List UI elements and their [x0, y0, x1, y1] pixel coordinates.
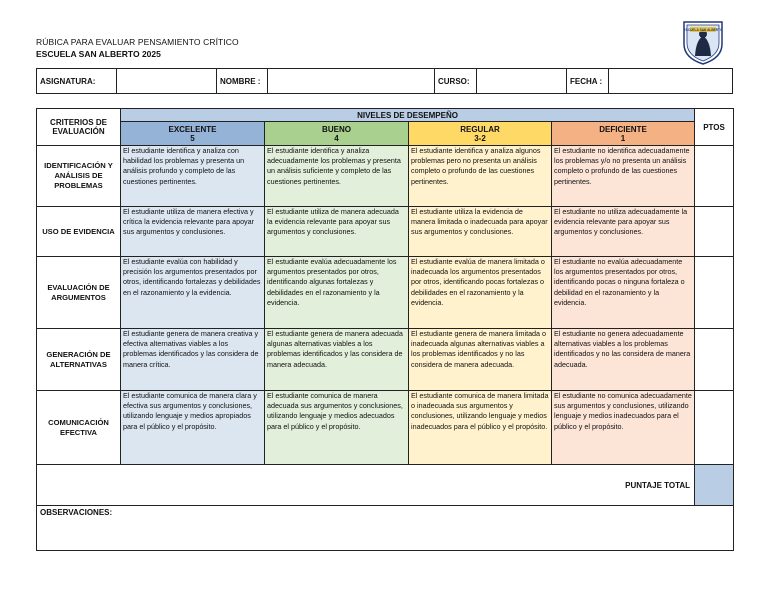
- level-header-regular: [409, 122, 552, 146]
- observations-row: [37, 506, 734, 551]
- level-score: 5: [190, 133, 195, 143]
- pts-header: PTOS: [695, 109, 734, 146]
- level-score: 3-2: [474, 133, 486, 143]
- fecha-label: FECHA :: [567, 69, 609, 94]
- descriptor-cell: El estudiante utiliza de manera efectiva y crítica la evidencia relevante para apoyar sus argumentos y conclusiones.: [121, 207, 265, 257]
- table-row: [37, 257, 734, 329]
- table-row: [37, 329, 734, 391]
- observations-field[interactable]: [37, 506, 734, 551]
- asignatura-field[interactable]: [117, 69, 217, 94]
- school-logo-icon: [678, 16, 728, 66]
- descriptor-cell: El estudiante no utiliza adecuadamente la evidencia relevante para apoyar sus argumentos y conclusiones.: [552, 207, 695, 257]
- descriptor-cell: El estudiante identifica y analiza adecuadamente los problemas y presenta un análisis suficiente y completo de las cuestiones pertinentes.: [265, 146, 409, 207]
- school-name: ESCUELA SAN ALBERTO 2025: [36, 49, 161, 59]
- info-table: [36, 68, 733, 94]
- total-score-field[interactable]: [695, 465, 734, 506]
- criterion-label: EVALUACIÓN DE ARGUMENTOS: [37, 257, 121, 329]
- rubric-table: [36, 108, 734, 551]
- criterion-label: GENERACIÓN DE ALTERNATIVAS: [37, 329, 121, 391]
- logo-text: ESCUELA SAN ALBERTO: [683, 28, 723, 32]
- fecha-field[interactable]: [609, 69, 733, 94]
- level-name: DEFICIENTE: [599, 124, 647, 134]
- descriptor-cell: El estudiante identifica y analiza con habilidad los problemas y presenta un análisis profundo y completo de las cuestiones pertinentes.: [121, 146, 265, 207]
- total-row: [37, 465, 734, 506]
- curso-field[interactable]: [477, 69, 567, 94]
- points-field[interactable]: [695, 207, 734, 257]
- level-score: 4: [334, 133, 339, 143]
- descriptor-cell: El estudiante genera de manera limitada o inadecuada algunas alternativas viables a los problemas identificados y no las considera de manera adecuada.: [409, 329, 552, 391]
- level-header-excelente: [121, 122, 265, 146]
- descriptor-cell: El estudiante no genera adecuadamente alternativas viables a los problemas identificados y no las considera de manera adecuada.: [552, 329, 695, 391]
- table-row: [37, 207, 734, 257]
- descriptor-cell: El estudiante no evalúa adecuadamente los argumentos presentados por otros, identificando pocas o ninguna fortaleza o debilidad en el razonamiento y la evidencia.: [552, 257, 695, 329]
- descriptor-cell: El estudiante comunica de manera limitada o inadecuada sus argumentos y conclusiones, utilizando lenguaje y medios inadecuados para el público y el propósito.: [409, 391, 552, 465]
- nombre-label: NOMBRE :: [217, 69, 268, 94]
- descriptor-cell: El estudiante evalúa con habilidad y precisión los argumentos presentados por otros, identificando fortalezas y debilidades en el razonamiento y la evidencia.: [121, 257, 265, 329]
- level-name: BUENO: [322, 124, 351, 134]
- criteria-header: CRITERIOS DE EVALUACIÓN: [37, 109, 121, 146]
- descriptor-cell: El estudiante genera de manera creativa y efectiva alternativas viables a los problemas identificados y las considera de manera crítica.: [121, 329, 265, 391]
- criterion-label: USO DE EVIDENCIA: [37, 207, 121, 257]
- levels-header: NIVELES DE DESEMPEÑO: [121, 109, 695, 122]
- asignatura-label: ASIGNATURA:: [37, 69, 117, 94]
- criterion-label: COMUNICACIÓN EFECTIVA: [37, 391, 121, 465]
- criterion-label: IDENTIFICACIÓN Y ANÁLISIS DE PROBLEMAS: [37, 146, 121, 207]
- curso-label: CURSO:: [435, 69, 477, 94]
- table-row: [37, 146, 734, 207]
- descriptor-cell: El estudiante utiliza de manera adecuada la evidencia relevante para apoyar sus argumentos y conclusiones.: [265, 207, 409, 257]
- nombre-field[interactable]: [268, 69, 435, 94]
- level-score: 1: [620, 133, 626, 143]
- descriptor-cell: El estudiante evalúa adecuadamente los argumentos presentados por otros, identificando algunas fortalezas y debilidades en el razonamiento y la evidencia.: [265, 257, 409, 329]
- points-field[interactable]: [695, 257, 734, 329]
- descriptor-cell: El estudiante genera de manera adecuada algunas alternativas viables a los problemas identificados y las considera de manera adecuada.: [265, 329, 409, 391]
- points-field[interactable]: [695, 391, 734, 465]
- descriptor-cell: El estudiante utiliza la evidencia de manera limitada o inadecuada para apoyar sus argumentos y conclusiones.: [409, 207, 552, 257]
- total-label: PUNTAJE TOTAL: [37, 465, 695, 506]
- level-header-deficiente: [552, 122, 695, 146]
- descriptor-cell: El estudiante evalúa de manera limitada o inadecuada los argumentos presentados por otros, identificando pocas fortalezas o debilidades en el razonamiento y la evidencia.: [409, 257, 552, 329]
- descriptor-cell: El estudiante no comunica adecuadamente sus argumentos y conclusiones, utilizando lenguaje y medios inadecuados para el público y el propósito.: [552, 391, 695, 465]
- descriptor-cell: El estudiante comunica de manera clara y efectiva sus argumentos y conclusiones, utilizando lenguaje y medios apropiados para el público y el propósito.: [121, 391, 265, 465]
- table-row: [37, 391, 734, 465]
- descriptor-cell: El estudiante comunica de manera adecuada sus argumentos y conclusiones, utilizando lenguaje y medios adecuados para el público y el propósito.: [265, 391, 409, 465]
- descriptor-cell: El estudiante identifica y analiza algunos problemas pero no presenta un análisis completo o profundo de las cuestiones pertinentes.: [409, 146, 552, 207]
- points-field[interactable]: [695, 329, 734, 391]
- points-field[interactable]: [695, 146, 734, 207]
- descriptor-cell: El estudiante no identifica adecuadamente los problemas y/o no presenta un análisis completo o profundo de las cuestiones pertinentes.: [552, 146, 695, 207]
- level-name: REGULAR: [460, 124, 500, 134]
- observations-label: OBSERVACIONES:: [40, 508, 113, 517]
- document-title: RÚBICA PARA EVALUAR PENSAMIENTO CRÍTICO: [36, 37, 239, 47]
- level-name: EXCELENTE: [168, 124, 217, 134]
- level-header-bueno: [265, 122, 409, 146]
